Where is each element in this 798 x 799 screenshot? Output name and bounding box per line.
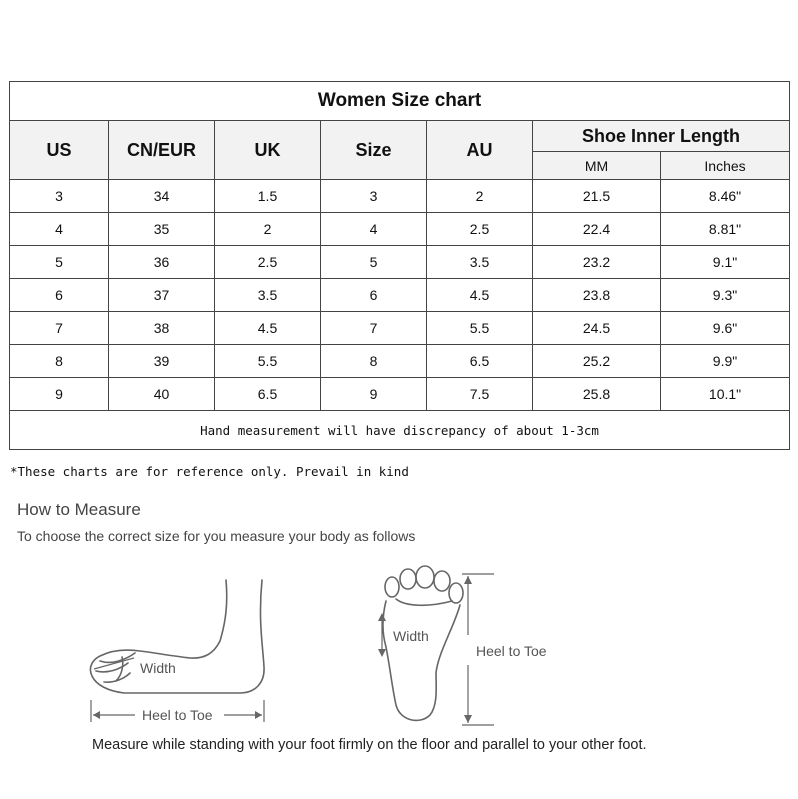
table-row xyxy=(10,246,790,279)
top-width-label: Width xyxy=(393,628,429,644)
cell-cn-eur: 35 xyxy=(109,213,215,246)
cell-uk: 1.5 xyxy=(215,180,321,213)
cell-us: 7 xyxy=(10,312,109,345)
cell-mm: 24.5 xyxy=(533,312,661,345)
cell-inches: 9.1" xyxy=(661,246,790,279)
cell-inches: 9.9" xyxy=(661,345,790,378)
header-mm: MM xyxy=(533,152,661,180)
cell-au: 4.5 xyxy=(427,279,533,312)
cell-inches: 8.46" xyxy=(661,180,790,213)
table-footer-note: Hand measurement will have discrepancy of about 1-3cm xyxy=(10,411,790,450)
cell-mm: 23.2 xyxy=(533,246,661,279)
cell-inches: 9.3" xyxy=(661,279,790,312)
cell-size: 8 xyxy=(321,345,427,378)
cell-cn-eur: 38 xyxy=(109,312,215,345)
cell-cn-eur: 39 xyxy=(109,345,215,378)
cell-us: 9 xyxy=(10,378,109,411)
cell-au: 3.5 xyxy=(427,246,533,279)
top-heel-to-toe-label: Heel to Toe xyxy=(476,643,547,659)
table-row xyxy=(10,378,790,411)
reference-note: *These charts are for reference only. Prevail in kind xyxy=(10,464,409,479)
cell-cn-eur: 36 xyxy=(109,246,215,279)
cell-us: 3 xyxy=(10,180,109,213)
how-to-measure-subtitle: To choose the correct size for you measure your body as follows xyxy=(17,528,416,544)
cell-mm: 25.8 xyxy=(533,378,661,411)
table-row xyxy=(10,180,790,213)
cell-uk: 5.5 xyxy=(215,345,321,378)
cell-mm: 23.8 xyxy=(533,279,661,312)
cell-uk: 2 xyxy=(215,213,321,246)
cell-uk: 6.5 xyxy=(215,378,321,411)
cell-mm: 21.5 xyxy=(533,180,661,213)
cell-size: 5 xyxy=(321,246,427,279)
measure-instruction: Measure while standing with your foot firmly on the floor and parallel to your other foot. xyxy=(92,737,647,753)
measure-illustration xyxy=(0,555,798,735)
cell-mm: 25.2 xyxy=(533,345,661,378)
table-row xyxy=(10,345,790,378)
foot-side-view-icon xyxy=(90,580,264,693)
cell-inches: 9.6" xyxy=(661,312,790,345)
cell-size: 7 xyxy=(321,312,427,345)
cell-au: 5.5 xyxy=(427,312,533,345)
cell-inches: 10.1" xyxy=(661,378,790,411)
side-heel-to-toe-label: Heel to Toe xyxy=(142,707,213,723)
cell-us: 4 xyxy=(10,213,109,246)
header-inches: Inches xyxy=(661,152,790,180)
width-arrow-top xyxy=(378,613,386,657)
cell-uk: 4.5 xyxy=(215,312,321,345)
cell-uk: 3.5 xyxy=(215,279,321,312)
cell-au: 2 xyxy=(427,180,533,213)
header-size: Size xyxy=(321,121,427,180)
cell-cn-eur: 34 xyxy=(109,180,215,213)
cell-us: 8 xyxy=(10,345,109,378)
cell-cn-eur: 40 xyxy=(109,378,215,411)
header-uk: UK xyxy=(215,121,321,180)
header-cn-eur: CN/EUR xyxy=(109,121,215,180)
cell-au: 7.5 xyxy=(427,378,533,411)
cell-au: 6.5 xyxy=(427,345,533,378)
table-row xyxy=(10,312,790,345)
cell-cn-eur: 37 xyxy=(109,279,215,312)
size-chart-table xyxy=(9,81,790,450)
table-body xyxy=(10,180,790,411)
header-au: AU xyxy=(427,121,533,180)
cell-inches: 8.81" xyxy=(661,213,790,246)
header-inner-length: Shoe Inner Length xyxy=(533,121,790,152)
cell-size: 4 xyxy=(321,213,427,246)
cell-mm: 22.4 xyxy=(533,213,661,246)
table-title: Women Size chart xyxy=(10,82,790,121)
header-us: US xyxy=(10,121,109,180)
how-to-measure-title: How to Measure xyxy=(17,500,141,519)
cell-size: 3 xyxy=(321,180,427,213)
cell-uk: 2.5 xyxy=(215,246,321,279)
cell-au: 2.5 xyxy=(427,213,533,246)
table-row xyxy=(10,279,790,312)
cell-us: 5 xyxy=(10,246,109,279)
table-row xyxy=(10,213,790,246)
cell-us: 6 xyxy=(10,279,109,312)
cell-size: 6 xyxy=(321,279,427,312)
cell-size: 9 xyxy=(321,378,427,411)
side-width-label: Width xyxy=(140,660,176,676)
